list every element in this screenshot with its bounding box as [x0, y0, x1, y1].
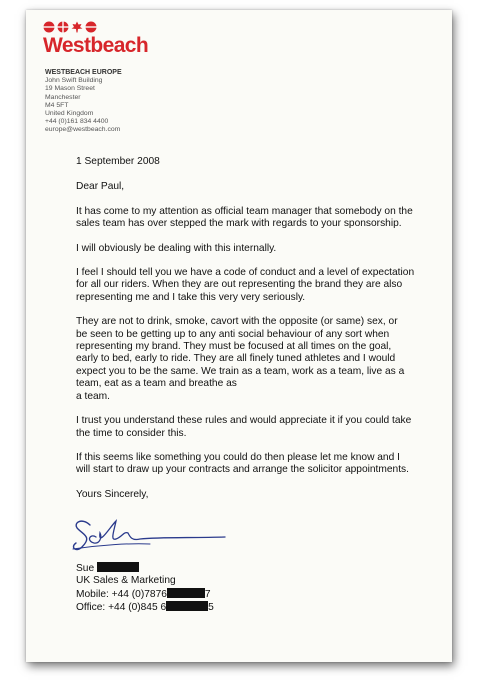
mobile-number-prefix: Mobile: +44 (0)7876	[76, 588, 167, 600]
paragraph-line: team, eat as a team and breathe as	[76, 378, 237, 390]
letter-paragraph	[76, 267, 436, 304]
email-line: europe@westbeach.com	[45, 126, 121, 134]
address-line: Manchester	[45, 93, 81, 101]
paragraph-line: I trust you understand these rules and would appreciate it if you could take	[76, 415, 412, 427]
logo-cross-symbol	[57, 21, 69, 33]
office-number-prefix: Office: +44 (0)845 6	[76, 602, 167, 614]
letter-paragraphs	[76, 206, 436, 477]
paragraph-line: representing me and I take this very very seriously.	[76, 291, 306, 303]
logo-circle-symbol	[43, 21, 55, 33]
office-number-suffix: 5	[208, 602, 214, 614]
company-address-block	[45, 69, 122, 135]
letter-closing: Yours Sincerely,	[76, 488, 149, 500]
handwritten-signature	[70, 507, 230, 562]
signoff-first-name: Sue	[76, 563, 95, 574]
paragraph-line: expect you to be the same. We train as a team, work as a team, live as a	[76, 365, 405, 377]
paragraph-line: They are not to drink, smoke, cavort with the opposite (or same) sex, or	[76, 316, 398, 328]
letter-paragraph	[76, 415, 436, 440]
paragraph-line: the time to consider this.	[76, 427, 187, 439]
letter-body	[76, 156, 436, 513]
address-line: John Swift Building	[45, 77, 103, 85]
letter-date: 1 September 2008	[76, 156, 160, 167]
letter-paragraph	[76, 316, 436, 403]
westbeach-logo	[43, 20, 148, 57]
signoff-title: UK Sales & Marketing	[76, 575, 176, 587]
address-line: 19 Mason Street	[45, 85, 95, 93]
paragraph-line: for all our riders. When they are out representing the brand they are also	[76, 279, 403, 291]
redacted-surname	[97, 562, 139, 572]
signoff-office	[76, 601, 214, 614]
paragraph-line: I feel I should tell you we have a code of conduct and a level of expectation	[76, 267, 415, 279]
paragraph-line: representing my brand. They must be focused at all times on the goal,	[76, 341, 392, 353]
logo-wordmark: Westbeach	[43, 34, 149, 57]
paragraph-line: It has come to my attention as official team manager that somebody on the	[76, 205, 413, 217]
logo-circle-symbol-2	[85, 21, 97, 33]
paragraph-line: be seen to be getting up to any anti social behaviour of any sort when	[76, 328, 390, 340]
paragraph-line: early to bed, early to ride. They are all finely tuned athletes and I would	[76, 353, 396, 365]
phone-line: +44 (0)161 834 4400	[45, 118, 109, 126]
letter-salutation: Dear Paul,	[76, 181, 125, 193]
company-name: WESTBEACH EUROPE	[45, 69, 122, 76]
logo-symbols	[43, 20, 148, 34]
paragraph-line: I will obviously be dealing with this internally.	[76, 242, 277, 254]
letter-paragraph	[76, 452, 436, 477]
signoff-mobile	[76, 588, 214, 601]
paragraph-line: sales team has over stepped the mark with regards to your sponsorship.	[76, 218, 402, 230]
redacted-office-digits	[166, 601, 208, 611]
paragraph-line: will start to draw up your contracts and arrange the solicitor appointments.	[76, 464, 409, 476]
redacted-mobile-digits	[167, 588, 205, 598]
signoff-block	[76, 562, 214, 615]
paragraph-line: If this seems like something you could do then please let me know and I	[76, 451, 400, 463]
letter-paragraph	[76, 206, 436, 231]
logo-leaf-symbol	[71, 21, 83, 33]
paragraph-line: a team.	[76, 390, 110, 402]
letter-paragraph	[76, 243, 436, 255]
address-line: United Kingdom	[45, 110, 94, 118]
mobile-number-suffix: 7	[204, 588, 211, 600]
signoff-name-line	[76, 562, 214, 575]
address-line: M4 5FT	[45, 101, 69, 109]
